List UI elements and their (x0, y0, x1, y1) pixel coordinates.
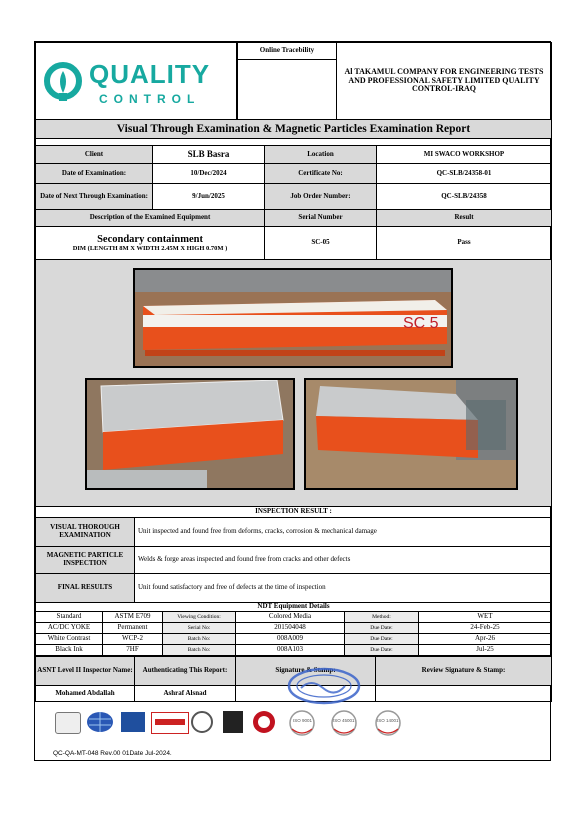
ukas-logo (191, 711, 213, 733)
ndt-header: NDT Equipment Details (35, 602, 552, 612)
equipment-name: Secondary containment (97, 233, 203, 245)
ndt-cell: 008A009 (235, 633, 345, 645)
ndt-cell: White Contrast (35, 633, 103, 645)
review-label: Review Signature & Stamp: (375, 656, 552, 686)
iso-14001-logo: ISO 14001 (373, 709, 403, 737)
iso-9001-logo: ISO 9001 (287, 709, 317, 737)
company-stamp (287, 667, 361, 705)
review-signature-area[interactable] (375, 685, 552, 702)
lift-association-logo (121, 712, 145, 732)
ndt-cell: WCP-2 (102, 633, 163, 645)
visual-exam-label: VISUAL THOROUGH EXAMINATION (35, 517, 135, 547)
inspector-label: ASNT Level II Inspector Name: (35, 656, 135, 686)
exam-date-value: 10/Dec/2024 (152, 163, 265, 184)
equipment-dimensions: DIM (LENGTH 8M X WIDTH 2.45M X HIGH 0.70M ) (72, 245, 228, 253)
job-order-value: QC-SLB/24358 (376, 183, 552, 210)
safety-association-logo (251, 710, 277, 734)
inspection-header: INSPECTION RESULT : (35, 506, 552, 518)
painted-serial-mark: SC 5 (403, 315, 439, 332)
result-value: Pass (376, 226, 552, 260)
ndt-cell: Batch No: (162, 633, 236, 645)
ndt-cell: WET (418, 611, 552, 623)
equipment-description (35, 226, 265, 260)
mpi-value: Welds & forge areas inspected and found free from cracks and other defects (134, 546, 552, 574)
ndt-cell: Batch No: (162, 644, 236, 656)
signature-label: Signature & Stamp: (235, 656, 376, 686)
description-header: Description of the Examined Equipment (35, 209, 265, 227)
photo-right-view[interactable] (304, 378, 518, 490)
serial-header: Serial Number (264, 209, 377, 227)
ndt-cell: Apr-26 (418, 633, 552, 645)
ndt-cell: Due Date: (344, 644, 419, 656)
ndt-cell: Jul-25 (418, 644, 552, 656)
ndt-cell: Colored Media (235, 611, 345, 623)
ndt-cell: Serial No: (162, 622, 236, 634)
authenticator-name: Ashraf Alsnad (134, 685, 236, 702)
logo-box (35, 42, 237, 120)
photo-front-view[interactable] (133, 268, 453, 368)
final-results-label: FINAL RESULTS (35, 573, 135, 603)
ndt-cell: Due Date: (344, 633, 419, 645)
next-exam-value: 9/Jun/2025 (152, 183, 265, 210)
ndt-cell: Standard (35, 611, 103, 623)
next-exam-label: Date of Next Through Examination: (35, 183, 153, 210)
iso-45001-logo: ISO 45001 (329, 709, 359, 737)
location-label: Location (264, 145, 377, 164)
client-value: SLB Basra (152, 145, 265, 164)
inspection-council-logo (151, 712, 189, 734)
result-header: Result (376, 209, 552, 227)
ndt-cell: 008A103 (235, 644, 345, 656)
visual-exam-value: Unit inspected and found free from deforms, cracks, corrosion & mechanical damage (134, 517, 552, 547)
ndt-cell: 24-Feb-25 (418, 622, 552, 634)
authenticating-label: Authenticating This Report: (134, 656, 236, 686)
ndt-cell: AC/DC YOKE (35, 622, 103, 634)
final-results-value: Unit found satisfactory and free of defects at the time of inspection (134, 573, 552, 603)
client-label: Client (35, 145, 153, 164)
globe-logo (85, 711, 115, 733)
certificate-label: Certificate No: (264, 163, 377, 184)
qr-code-area[interactable] (237, 59, 337, 120)
ndt-cell: Permanent (102, 622, 163, 634)
report-title: Visual Through Examination & Magnetic Particles Examination Report (35, 119, 552, 139)
online-traceability-label: Online Tracebility (237, 42, 337, 60)
document-reference: QC-QA-MT-048 Rev.00 01Date Jul-2024. (53, 750, 172, 757)
quality-control-logo (41, 51, 231, 111)
ndt-association-logo (55, 712, 81, 734)
ndt-cell: Viewing Condition: (162, 611, 236, 623)
location-value: MI SWACO WORKSHOP (376, 145, 552, 164)
ndt-cell: 7HF (102, 644, 163, 656)
report-sheet (34, 41, 551, 761)
ndt-cell: Method: (344, 611, 419, 623)
company-name: Al TAKAMUL COMPANY FOR ENGINEERING TESTS AND PROFESSIONAL SAFETY LIMITED QUALITY CONTROL-IRAQ (336, 42, 552, 120)
industry-association-logo (223, 711, 243, 733)
photo-left-view[interactable] (85, 378, 295, 490)
ndt-cell: Black Ink (35, 644, 103, 656)
logo-word-quality: QUALITY (89, 59, 211, 89)
ndt-cell: Due Date: (344, 622, 419, 634)
certificate-value: QC-SLB/24358-01 (376, 163, 552, 184)
logo-word-control: CONTROL (99, 92, 201, 106)
ndt-cell: 201504048 (235, 622, 345, 634)
job-order-label: Job Order Number: (264, 183, 377, 210)
serial-value: SC-05 (264, 226, 377, 260)
ndt-cell: ASTM E709 (102, 611, 163, 623)
mpi-label: MAGNETIC PARTICLE INSPECTION (35, 546, 135, 574)
exam-date-label: Date of Examination: (35, 163, 153, 184)
inspector-name: Mohamed Abdallah (35, 685, 135, 702)
